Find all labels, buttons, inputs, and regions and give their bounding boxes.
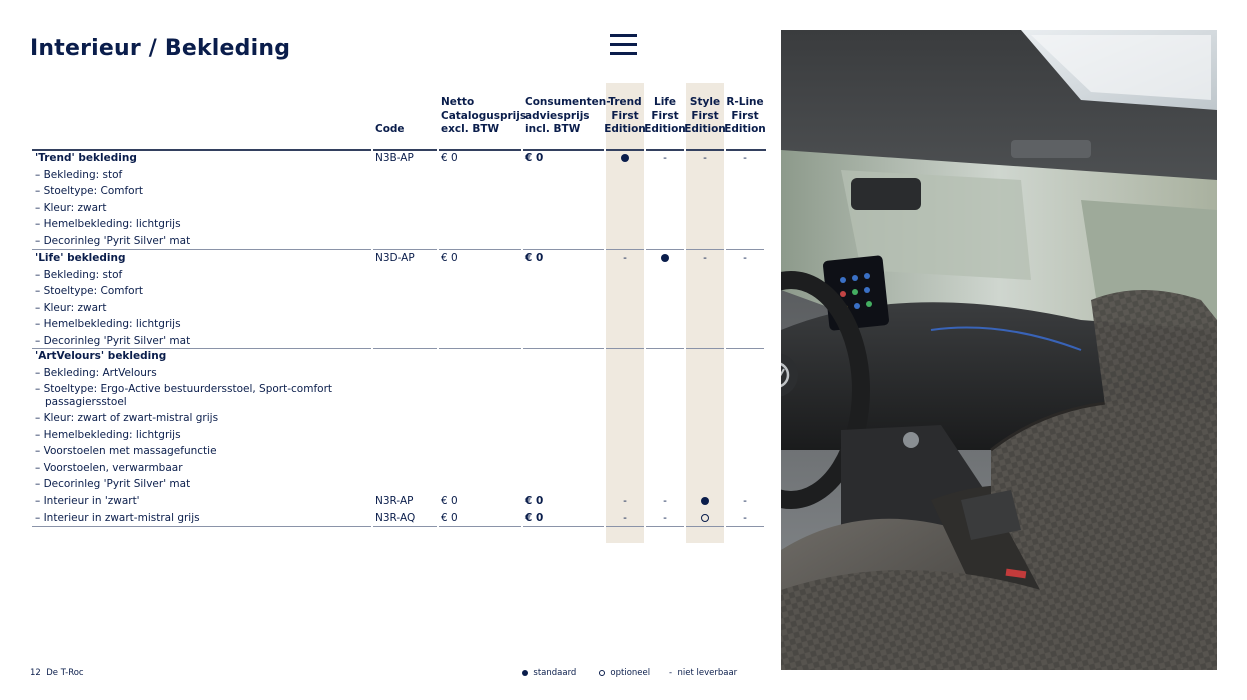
row-divider	[726, 348, 764, 349]
footer-page-info	[30, 668, 84, 678]
page-number: 12	[30, 668, 41, 678]
row-divider	[606, 526, 644, 527]
avail-trend-dash: -	[623, 495, 627, 507]
legend-not-available: - niet leverbaar	[669, 668, 738, 678]
row-divider	[373, 348, 437, 349]
avail-rline-dash: -	[743, 512, 747, 524]
variant-label: – Interieur in zwart-mistral grijs	[35, 512, 200, 524]
list-item: – Stoeltype: Comfort	[35, 185, 144, 198]
avail-style-optional	[686, 510, 724, 527]
row-divider	[686, 348, 724, 349]
list-item: – Stoeltype: Ergo-Active bestuurdersstoel, Sport-comfort	[35, 382, 333, 395]
list-item: – Hemelbekleding: lichtgrijs	[35, 428, 181, 441]
list-item: – Decorinleg 'Pyrit Silver' mat	[35, 234, 191, 247]
header-rline: R-Line First Edition	[724, 96, 766, 135]
code-cell: N3D-AP	[375, 252, 415, 264]
avail-trend-standard	[606, 150, 644, 167]
netto-price-cell: € 0	[441, 152, 458, 164]
avail-trend-dash: -	[623, 252, 627, 264]
list-item: – Kleur: zwart	[35, 201, 107, 214]
hamburger-menu-icon[interactable]	[610, 34, 637, 56]
consument-price-cell: € 0	[525, 252, 544, 264]
section-heading-artvelours: 'ArtVelours' bekleding	[35, 350, 167, 362]
avail-trend-dash: -	[623, 512, 627, 524]
car-interior-photo	[781, 30, 1217, 670]
avail-life-standard	[646, 250, 684, 267]
footer-section: De T-Roc	[46, 668, 84, 678]
list-item: – Decorinleg 'Pyrit Silver' mat	[35, 478, 191, 491]
consument-price-cell: € 0	[525, 495, 544, 507]
avail-rline-dash: -	[743, 252, 747, 264]
legend-standard: standaard	[522, 668, 576, 678]
row-divider	[646, 526, 684, 527]
consument-price-cell: € 0	[525, 512, 544, 524]
avail-style-dash: -	[703, 252, 707, 264]
header-life: Life First Edition	[644, 96, 686, 135]
header-trend: Trend First Edition	[604, 96, 646, 135]
code-cell: N3R-AQ	[375, 512, 416, 524]
row-divider	[439, 526, 521, 527]
header-style: Style First Edition	[684, 96, 726, 135]
row-divider	[606, 348, 644, 349]
row-divider	[726, 526, 764, 527]
header-consument: Consumenten- adviesprijs incl. BTW	[525, 96, 611, 135]
list-item: – Bekleding: stof	[35, 268, 123, 281]
list-item: – Voorstoelen met massagefunctie	[35, 445, 217, 458]
page-title: Interieur / Bekleding	[30, 36, 291, 61]
list-item: – Decorinleg 'Pyrit Silver' mat	[35, 334, 191, 347]
list-item: – Stoeltype: Comfort	[35, 285, 144, 298]
netto-price-cell: € 0	[441, 495, 458, 507]
header-code: Code	[375, 123, 405, 135]
avail-style-standard	[686, 493, 724, 510]
list-item: – Hemelbekleding: lichtgrijs	[35, 218, 181, 231]
code-cell: N3R-AP	[375, 495, 414, 507]
list-item: – Voorstoelen, verwarmbaar	[35, 461, 183, 474]
row-divider	[32, 526, 371, 527]
row-divider	[523, 526, 604, 527]
list-item: – Kleur: zwart of zwart-mistral grijs	[35, 412, 219, 424]
row-divider	[439, 348, 521, 349]
list-item: – Kleur: zwart	[35, 301, 107, 314]
consument-price-cell: € 0	[525, 152, 544, 164]
variant-label: – Interieur in 'zwart'	[35, 495, 140, 507]
code-cell: N3B-AP	[375, 152, 414, 164]
list-item: – Bekleding: stof	[35, 168, 123, 181]
list-item-continuation: passagiersstoel	[35, 395, 127, 408]
row-divider	[646, 348, 684, 349]
avail-life-dash: -	[663, 512, 667, 524]
avail-rline-dash: -	[743, 495, 747, 507]
row-divider	[373, 526, 437, 527]
header-netto: Netto Catalogusprijs excl. BTW	[441, 96, 527, 135]
section-heading-trend: 'Trend' bekleding	[35, 152, 137, 164]
section-heading-life: 'Life' bekleding	[35, 252, 126, 264]
netto-price-cell: € 0	[441, 252, 458, 264]
netto-price-cell: € 0	[441, 512, 458, 524]
section-items-life	[35, 267, 190, 350]
list-item: – Bekleding: ArtVelours	[35, 366, 157, 379]
row-divider	[523, 348, 604, 349]
avail-rline-dash: -	[743, 152, 747, 164]
list-item: – Hemelbekleding: lichtgrijs	[35, 318, 181, 331]
avail-life-dash: -	[663, 495, 667, 507]
legend-optional: optioneel	[599, 668, 650, 678]
avail-life-dash: -	[663, 152, 667, 164]
section-items-trend	[35, 167, 190, 250]
avail-style-dash: -	[703, 152, 707, 164]
row-divider	[686, 526, 724, 527]
